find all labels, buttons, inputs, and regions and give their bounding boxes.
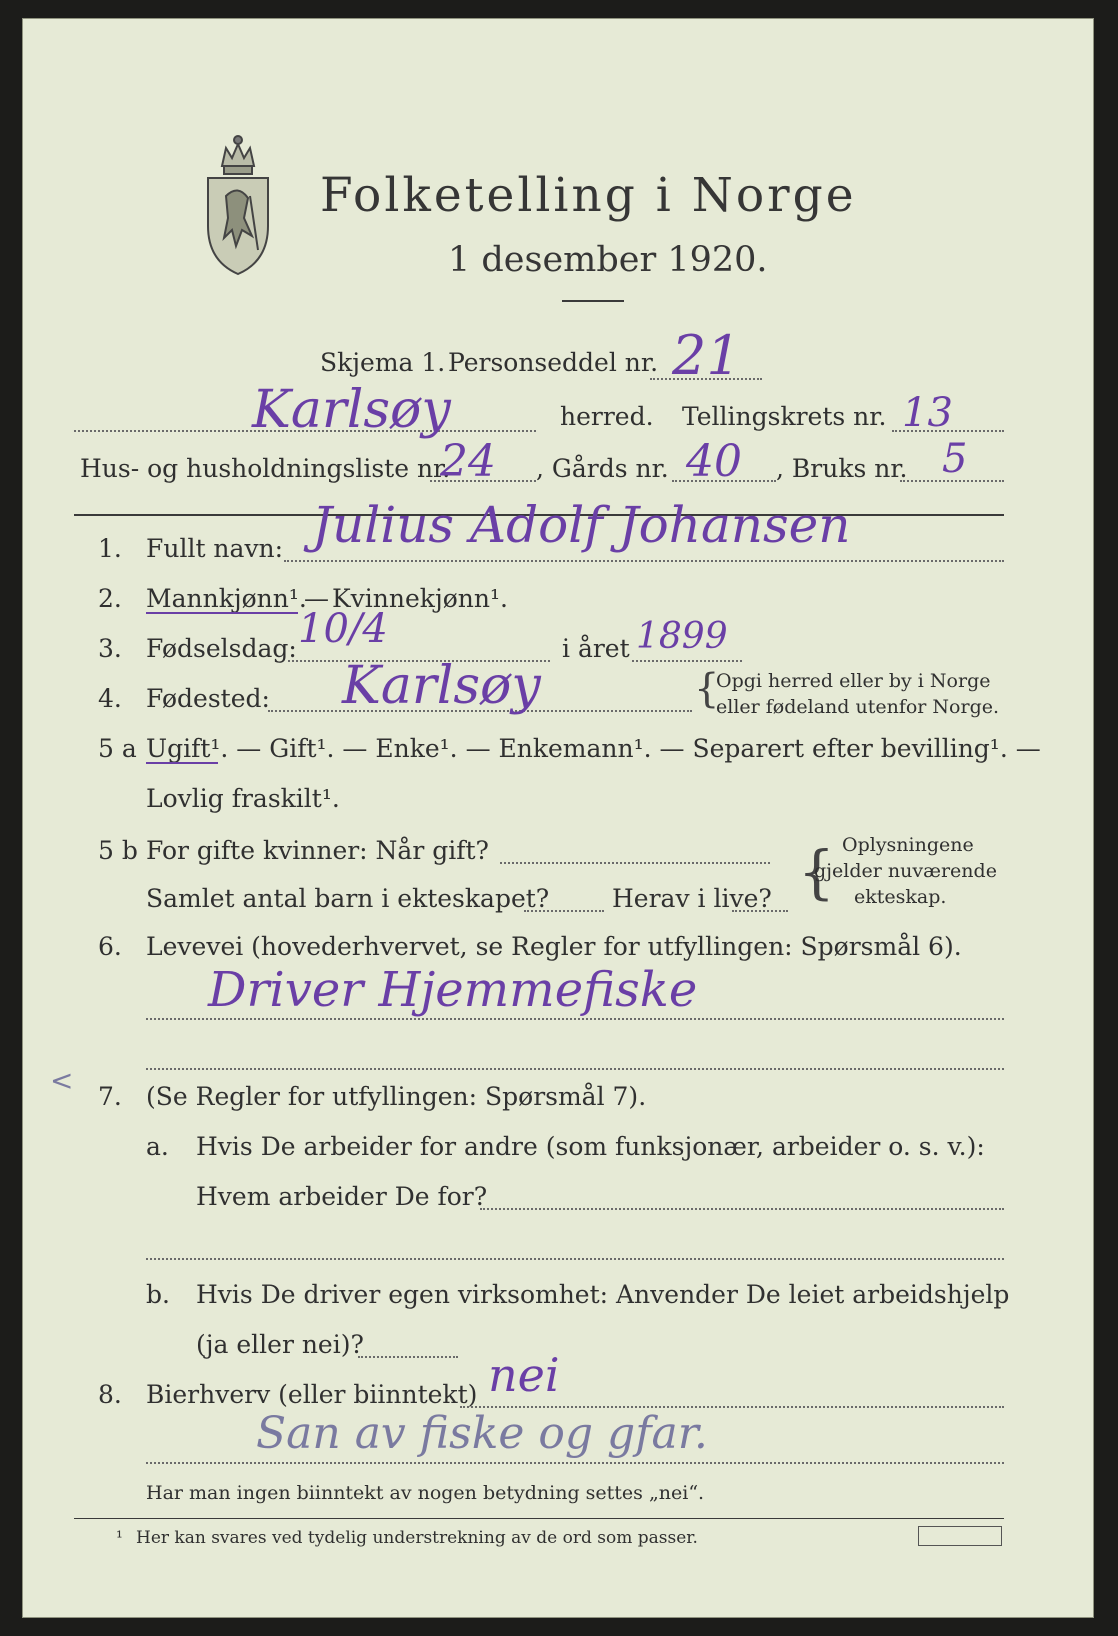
bruks-label: , Bruks nr.	[776, 454, 908, 483]
q7a-line1: Hvis De arbeider for andre (som funksjonær, arbeider o. s. v.):	[196, 1132, 985, 1161]
q5b-alive-label: Herav i live?	[612, 884, 772, 913]
gaards-value[interactable]: 40	[686, 436, 742, 487]
q7a-letter: a.	[146, 1132, 169, 1161]
q7b-line2: (ja eller nei)?	[196, 1330, 364, 1359]
q8-number: 8.	[98, 1380, 122, 1409]
footnote-text: Her kan svares ved tydelig understrekning av de ord som passer.	[136, 1528, 698, 1548]
birthplace-value[interactable]: Karlsøy	[342, 656, 541, 716]
q5b-note-line1: Oplysningene	[842, 834, 974, 856]
form-date: 1 desember 1920.	[448, 240, 768, 280]
hired-help-field[interactable]	[358, 1356, 458, 1358]
footnote-divider	[74, 1518, 1004, 1519]
q3-label: Fødselsdag:	[146, 634, 297, 663]
q4-label: Fødested:	[146, 684, 270, 713]
q4-note-line1: Opgi herred eller by i Norge	[716, 670, 991, 692]
q6-label: Levevei (hovederhvervet, se Regler for utfyllingen: Spørsmål 6).	[146, 932, 962, 961]
gaards-label: , Gårds nr.	[536, 454, 669, 483]
title-divider	[562, 300, 624, 302]
q4-note-line2: eller fødeland utenfor Norge.	[716, 696, 1000, 718]
footnote-mark: ¹	[116, 1528, 123, 1548]
personseddel-value[interactable]: 21	[672, 324, 741, 387]
q7-label: (Se Regler for utfyllingen: Spørsmål 7).	[146, 1082, 647, 1111]
herred-value[interactable]: Karlsøy	[252, 380, 451, 440]
birthday-value[interactable]: 10/4	[298, 606, 388, 652]
q7-number: 7.	[98, 1082, 122, 1111]
q8-note: Har man ingen biinntekt av nogen betydning settes „nei“.	[146, 1482, 705, 1504]
civil-status-fraskilt[interactable]: Lovlig fraskilt¹.	[146, 784, 340, 813]
q8-label: Bierhverv (eller biinntekt)	[146, 1380, 478, 1409]
margin-mark: <	[50, 1064, 74, 1097]
q2-number: 2.	[98, 584, 122, 613]
sex-male-option[interactable]: Mannkjønn¹.	[146, 584, 307, 613]
birth-year-value[interactable]: 1899	[636, 616, 728, 657]
tellingskrets-label: Tellingskrets nr.	[682, 402, 887, 431]
q4-brace: {	[694, 666, 720, 712]
ugift-underline	[146, 762, 218, 764]
census-form	[22, 18, 1094, 1618]
q4-number: 4.	[98, 684, 122, 713]
occupation-value[interactable]: Driver Hjemmefiske	[208, 962, 698, 1018]
q5a-number: 5 a	[98, 734, 137, 763]
q7a-line2: Hvem arbeider De for?	[196, 1182, 488, 1211]
personseddel-label: Personseddel nr.	[448, 348, 659, 377]
bruks-value[interactable]: 5	[942, 436, 968, 482]
q5b-married-when-label: For gifte kvinner: Når gift?	[146, 836, 489, 865]
q1-label: Fullt navn:	[146, 534, 284, 563]
coat-of-arms-icon	[202, 126, 274, 276]
employer-field[interactable]	[480, 1208, 1004, 1210]
herred-label: herred.	[560, 402, 654, 431]
tellingskrets-value[interactable]: 13	[902, 390, 953, 436]
q3-year-label: i året	[562, 634, 630, 663]
q1-number: 1.	[98, 534, 122, 563]
form-title: Folketelling i Norge	[320, 168, 857, 223]
q5b-children-label: Samlet antal barn i ekteskapet?	[146, 884, 550, 913]
husliste-label: Hus- og husholdningsliste nr.	[80, 454, 451, 483]
male-underline	[146, 612, 298, 614]
full-name-value[interactable]: Julius Adolf Johansen	[312, 496, 851, 554]
side-income-value[interactable]: nei	[488, 1348, 560, 1402]
q6-number: 6.	[98, 932, 122, 961]
husliste-value[interactable]: 24	[440, 436, 496, 487]
q5b-note-line2: gjelder nuværende	[814, 860, 997, 882]
q2-dash: —	[304, 584, 329, 613]
schema-label: Skjema 1.	[320, 348, 446, 377]
printer-stamp	[918, 1526, 1002, 1546]
q7b-line1: Hvis De driver egen virksomhet: Anvender De leiet arbeidshjelp	[196, 1280, 1010, 1309]
q5b-number: 5 b	[98, 836, 138, 865]
sex-female-option[interactable]: Kvinnekjønn¹.	[332, 584, 508, 613]
side-income-note[interactable]: San av fiske og gfar.	[256, 1408, 708, 1459]
q5b-brace: {	[798, 838, 835, 906]
q7b-letter: b.	[146, 1280, 170, 1309]
civil-status-options[interactable]: Ugift¹. — Gift¹. — Enke¹. — Enkemann¹. — Separert efter bevilling¹. —	[146, 734, 1041, 763]
q3-number: 3.	[98, 634, 122, 663]
q5b-note-line3: ekteskap.	[854, 886, 947, 908]
